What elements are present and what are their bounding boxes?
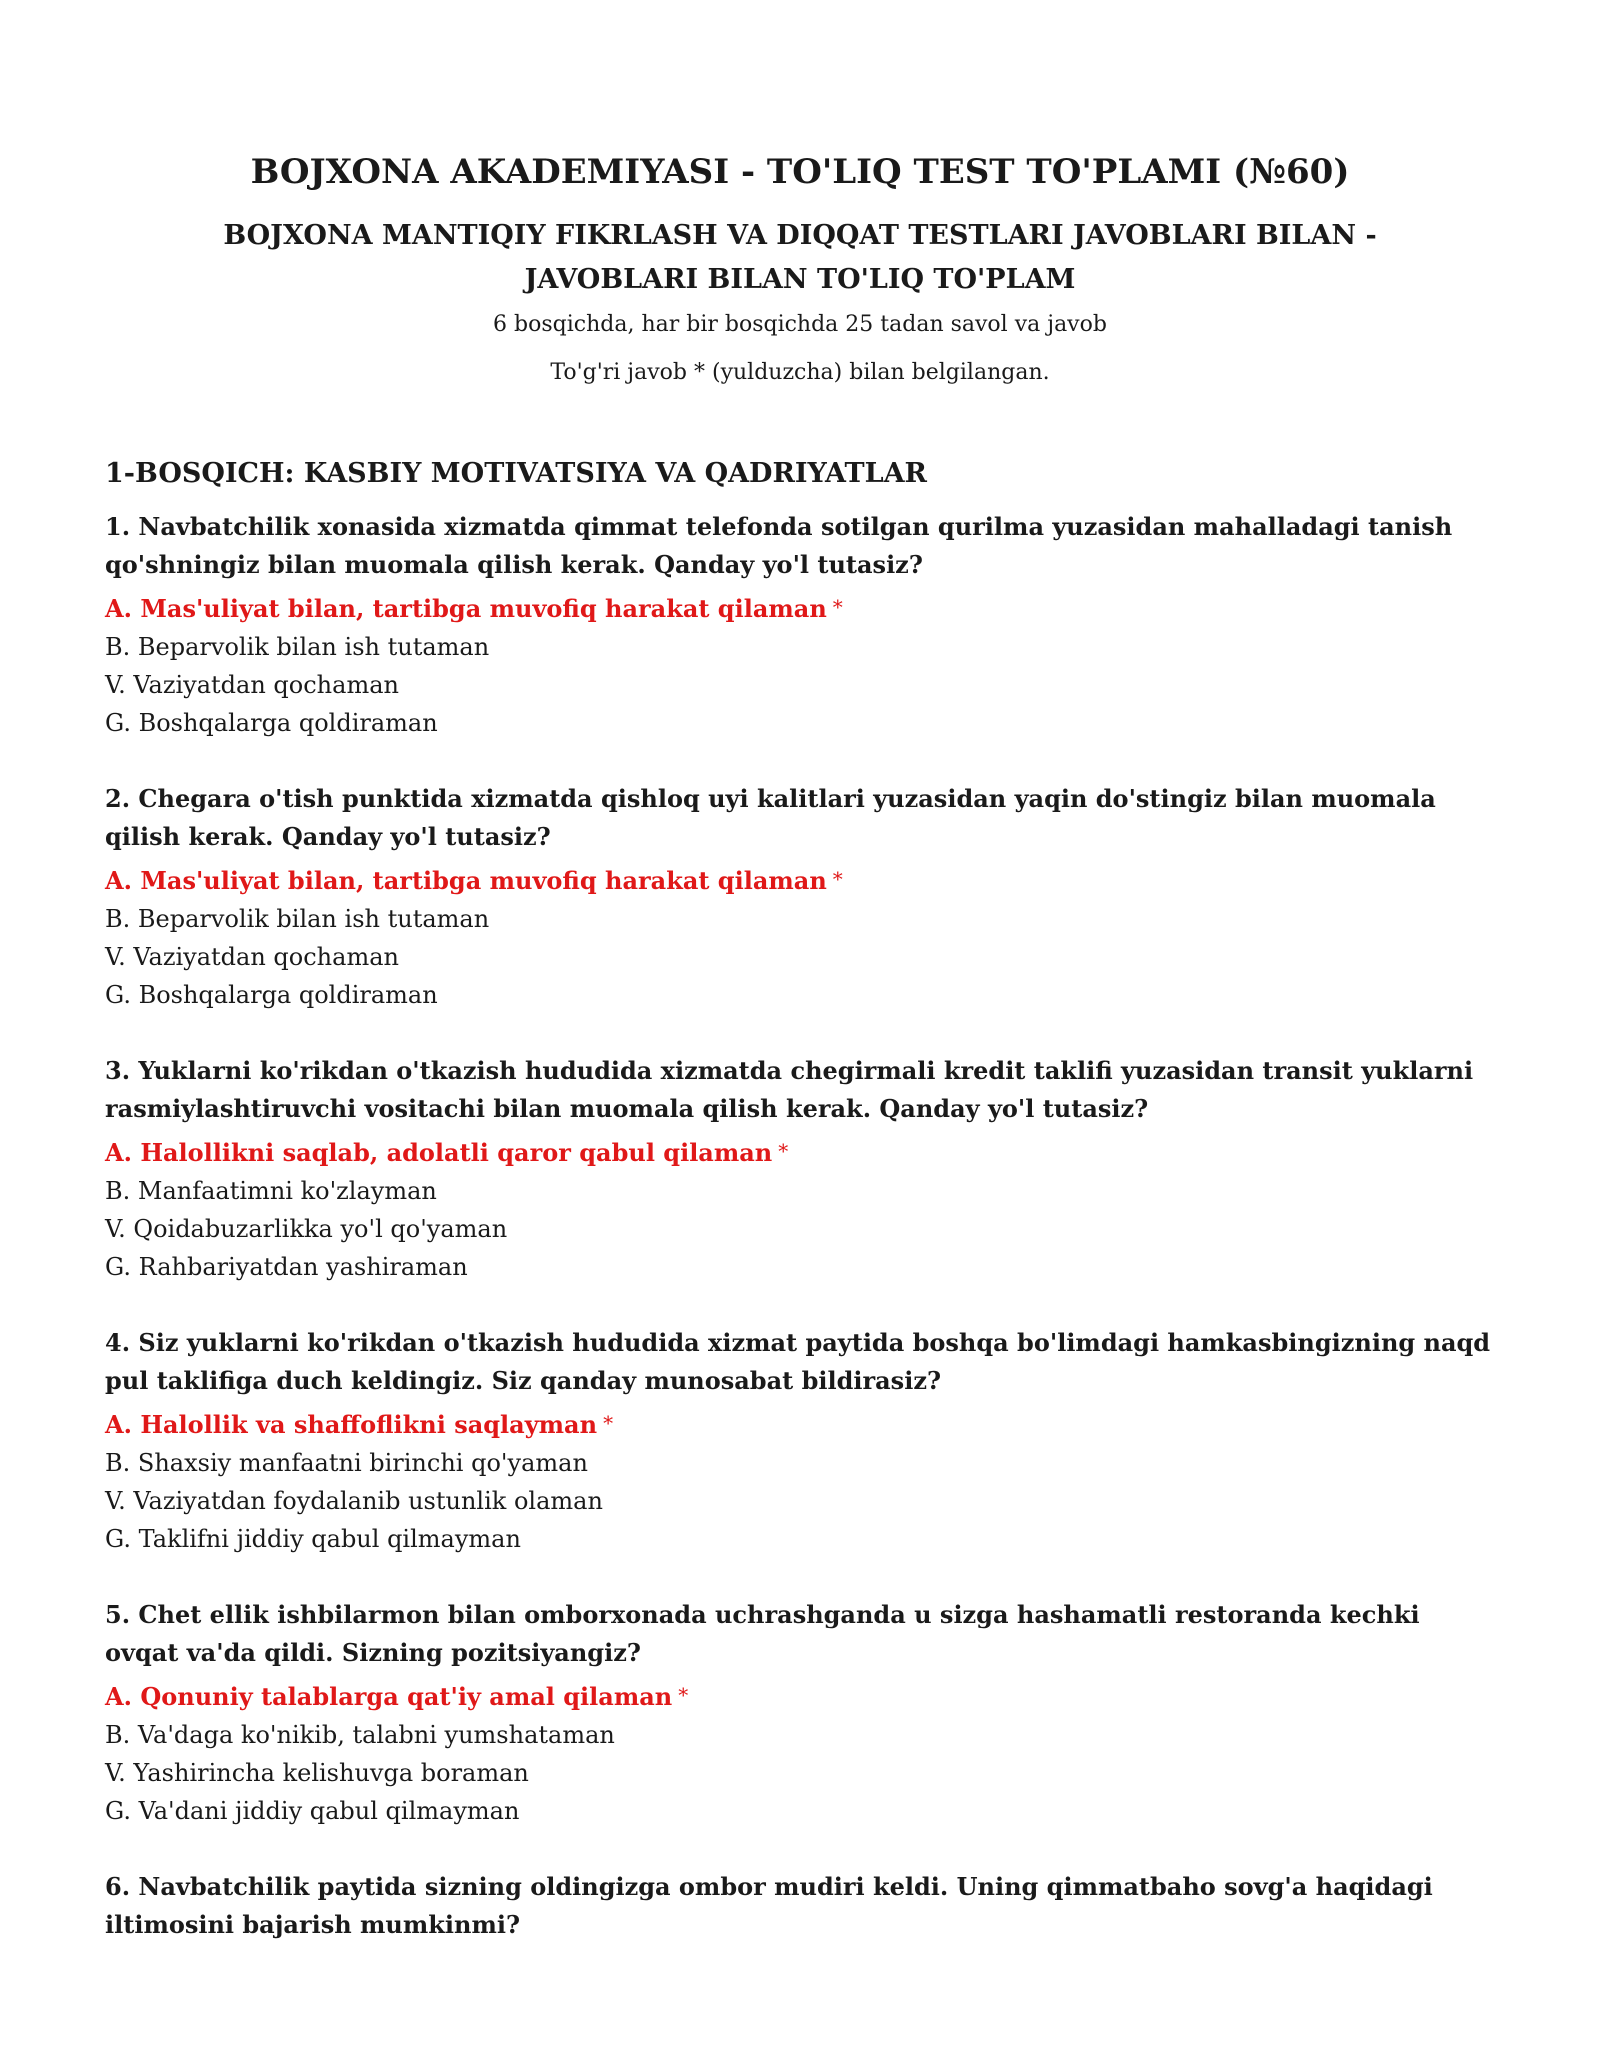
question-1 (105, 508, 1495, 742)
option-b: B. Beparvolik bilan ish tutaman (105, 633, 490, 661)
option-v: V. Yashirincha kelishuvga boraman (105, 1759, 529, 1787)
correct-star-marker: * (832, 867, 843, 891)
option-v: V. Vaziyatdan qochaman (105, 943, 399, 971)
document-title: BOJXONA AKADEMIYASI - TO'LIQ TEST TO'PLAMI (№60) (250, 152, 1350, 192)
question-text: 1. Navbatchilik xonasida xizmatda qimmat telefonda sotilgan qurilma yuzasidan mahalladagi tanish qo'shningiz bilan muomala qilish kerak. Qanday yo'l tutasiz? (105, 512, 1453, 579)
correct-star-marker: * (678, 1683, 689, 1707)
correct-star-marker: * (778, 1139, 789, 1163)
option-b: B. Manfaatimni ko'zlayman (105, 1177, 437, 1205)
option-g: G. Boshqalarga qoldiraman (105, 709, 438, 737)
question-3 (105, 1052, 1495, 1286)
document-subtitle: BOJXONA MANTIQIY FIKRLASH VA DIQQAT TESTLARI JAVOBLARI BILAN - JAVOBLARI BILAN TO'LIQ TO'PLAM (223, 220, 1377, 295)
question-text: 4. Siz yuklarni ko'rikdan o'tkazish hududida xizmat paytida boshqa bo'limdagi hamkasbingizning naqd pul taklifiga duch keldingiz. Siz qanday munosabat bildirasiz? (105, 1328, 1491, 1395)
question-text: 2. Chegara o'tish punktida xizmatda qishloq uyi kalitlari yuzasidan yaqin do'stingiz bilan muomala qilish kerak. Qanday yo'l tutasiz? (105, 784, 1436, 851)
question-text: 5. Chet ellik ishbilarmon bilan omborxonada uchrashganda u sizga hashamatli restoranda kechki ovqat va'da qildi. Sizning pozitsiyangiz? (105, 1600, 1420, 1667)
option-g: G. Rahbariyatdan yashiraman (105, 1253, 468, 1281)
option-a-correct (105, 1404, 1495, 1444)
option-b: B. Shaxsiy manfaatni birinchi qo'yaman (105, 1449, 588, 1477)
option-a-correct (105, 860, 1495, 900)
option-label: A. Mas'uliyat bilan, tartibga muvofiq harakat qilaman (105, 594, 827, 623)
option-b: B. Beparvolik bilan ish tutaman (105, 905, 490, 933)
option-label: A. Mas'uliyat bilan, tartibga muvofiq harakat qilaman (105, 866, 827, 895)
option-g: G. Va'dani jiddiy qabul qilmayman (105, 1797, 520, 1825)
option-v: V. Qoidabuzarlikka yo'l qo'yaman (105, 1215, 508, 1243)
option-v: V. Vaziyatdan foydalanib ustunlik olaman (105, 1487, 603, 1515)
question-6 (105, 1868, 1495, 1944)
question-5 (105, 1596, 1495, 1830)
option-v: V. Vaziyatdan qochaman (105, 671, 399, 699)
section-title: 1-BOSQICH: KASBIY MOTIVATSIYA VA QADRIYATLAR (105, 458, 927, 489)
correct-star-marker: * (832, 595, 843, 619)
question-4 (105, 1324, 1495, 1558)
option-g: G. Taklifni jiddiy qabul qilmayman (105, 1525, 521, 1553)
option-a-correct (105, 1676, 1495, 1716)
question-text: 3. Yuklarni ko'rikdan o'tkazish hududida xizmatda chegirmali kredit taklifi yuzasidan transit yuklarni rasmiylashtiruvchi vositachi bilan muomala qilish kerak. Qanday yo'l tutasiz? (105, 1056, 1474, 1123)
option-a-correct (105, 588, 1495, 628)
option-g: G. Boshqalarga qoldiraman (105, 981, 438, 1009)
option-a-correct (105, 1132, 1495, 1172)
option-b: B. Va'daga ko'nikib, talabni yumshataman (105, 1721, 615, 1749)
info-line-answer-marking: To'g'ri javob * (yulduzcha) bilan belgilangan. (550, 360, 1050, 385)
question-2 (105, 780, 1495, 1014)
option-label: A. Halollik va shaffoflikni saqlayman (105, 1410, 598, 1439)
option-label: A. Qonuniy talablarga qat'iy amal qilaman (105, 1682, 673, 1711)
option-label: A. Halollikni saqlab, adolatli qaror qabul qilaman (105, 1138, 773, 1167)
question-text: 6. Navbatchilik paytida sizning oldingizga ombor mudiri keldi. Uning qimmatbaho sovg'a haqidagi iltimosini bajarish mumkinmi? (105, 1872, 1433, 1939)
correct-star-marker: * (603, 1411, 614, 1435)
info-line-stages: 6 bosqichda, har bir bosqichda 25 tadan savol va javob (493, 312, 1107, 337)
